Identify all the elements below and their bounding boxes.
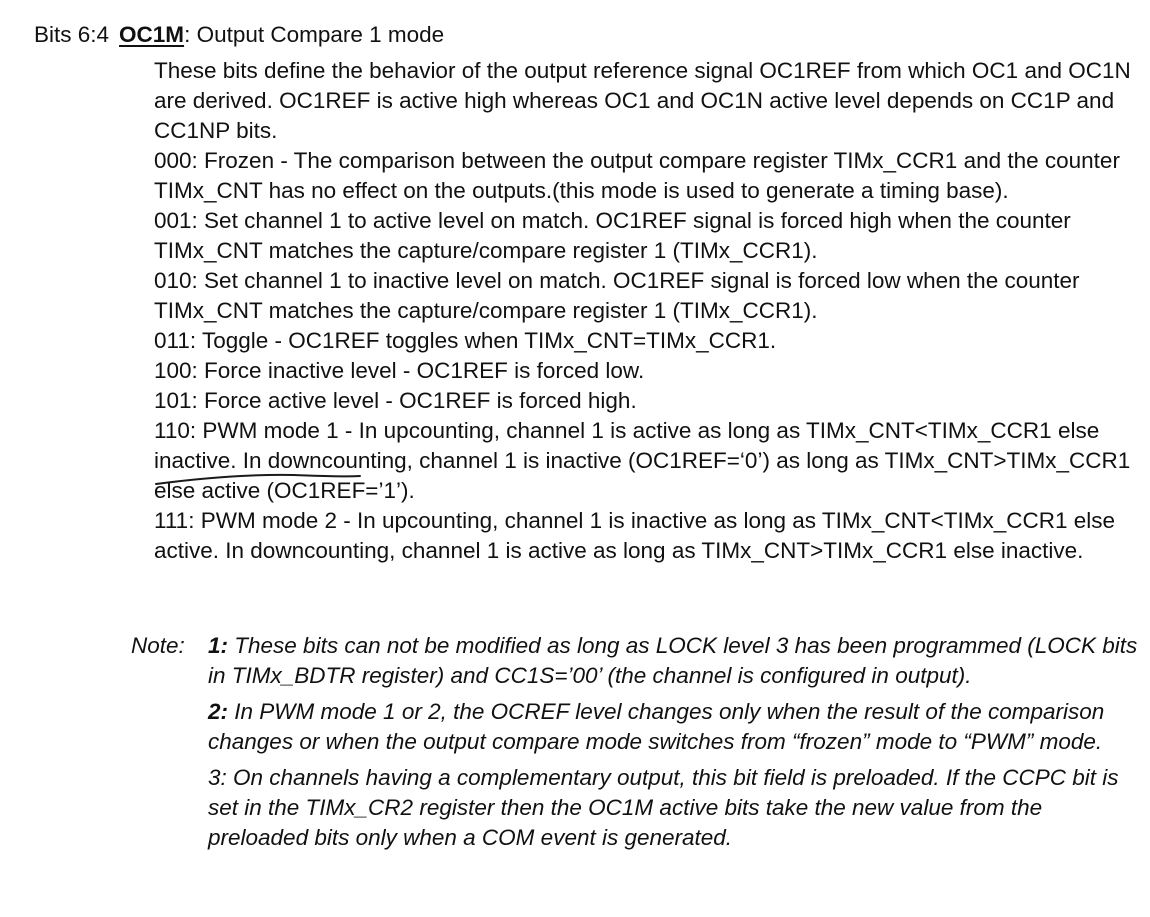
mode-code: 001 xyxy=(154,208,192,233)
mode-entry-010 xyxy=(154,266,1146,326)
mode-entry-111 xyxy=(154,506,1146,566)
field-bits: Bits 6:4 xyxy=(34,22,110,47)
note-number: 1: xyxy=(208,633,229,658)
mode-text: : Frozen - The comparison between the output compare register TIMx_CCR1 and the counter TIMx_CNT has no effect on the outputs.(this mode is used to generate a timing base). xyxy=(154,148,1120,203)
mode-text: : Force active level - OC1REF is forced high. xyxy=(191,388,637,413)
field-title: : Output Compare 1 mode xyxy=(184,22,445,47)
note-text: On channels having a complementary output, this bit field is preloaded. If the CCPC bit is set in the TIMx_CR2 register then the OC1M active bits take the new value from the preloaded bits only when a COM event is generated. xyxy=(208,765,1119,850)
note-item-2 xyxy=(208,697,1148,757)
mode-code: 101 xyxy=(154,388,192,413)
mode-entry-000 xyxy=(154,146,1146,206)
mode-text: : PWM mode 1 - In upcounting, channel 1 is active as long as TIMx_CNT<TIMx_CCR1 else inactive. In downcounting, channel 1 is inactive (OC1REF=‘0’) as long as TIMx_CNT>TIMx_CCR1 else active (OC1REF=’1’). xyxy=(154,418,1131,503)
field-header xyxy=(34,20,444,50)
mode-code: 011 xyxy=(154,328,190,353)
note-text: In PWM mode 1 or 2, the OCREF level changes only when the result of the comparison changes or when the output compare mode switches from “frozen” mode to “PWM” mode. xyxy=(208,699,1105,754)
field-name: OC1M xyxy=(119,22,185,47)
note-label: Note: xyxy=(131,633,185,658)
mode-code: 010 xyxy=(154,268,192,293)
mode-code: 111 xyxy=(154,508,189,533)
mode-text: : PWM mode 2 - In upcounting, channel 1 is inactive as long as TIMx_CNT<TIMx_CCR1 else active. In downcounting, channel 1 is active as long as TIMx_CNT>TIMx_CCR1 else inactive. xyxy=(154,508,1116,563)
note-number: 3: xyxy=(208,765,227,790)
mode-entry-100 xyxy=(154,356,1146,386)
note-text: These bits can not be modified as long as LOCK level 3 has been programmed (LOCK bits in TIMx_BDTR register) and CC1S=’00’ (the channel is configured in output). xyxy=(208,633,1138,688)
notes-list xyxy=(208,631,1148,859)
note-item-1 xyxy=(208,631,1148,691)
note-number: 2: xyxy=(208,699,229,724)
mode-text: : Set channel 1 to active level on match. OC1REF signal is forced high when the counter TIMx_CNT matches the capture/compare register 1 (TIMx_CCR1). xyxy=(154,208,1071,263)
mode-text: : Set channel 1 to inactive level on match. OC1REF signal is forced low when the counter TIMx_CNT matches the capture/compare register 1 (TIMx_CCR1). xyxy=(154,268,1080,323)
mode-text: : Force inactive level - OC1REF is forced low. xyxy=(191,358,645,383)
mode-code: 110 xyxy=(154,418,190,443)
mode-entry-011 xyxy=(154,326,1146,356)
mode-text: : Toggle - OC1REF toggles when TIMx_CNT=TIMx_CCR1. xyxy=(189,328,777,353)
mode-entry-110 xyxy=(154,416,1146,506)
mode-code: 000 xyxy=(154,148,192,173)
mode-entry-001 xyxy=(154,206,1146,266)
description-intro: These bits define the behavior of the output reference signal OC1REF from which OC1 and OC1N are derived. OC1REF is active high whereas OC1 and OC1N active level depends on CC1P and CC1NP bits. xyxy=(154,58,1131,143)
note-item-3 xyxy=(208,763,1148,853)
mode-code: 100 xyxy=(154,358,192,383)
field-description xyxy=(154,56,1146,566)
mode-entry-101 xyxy=(154,386,1146,416)
